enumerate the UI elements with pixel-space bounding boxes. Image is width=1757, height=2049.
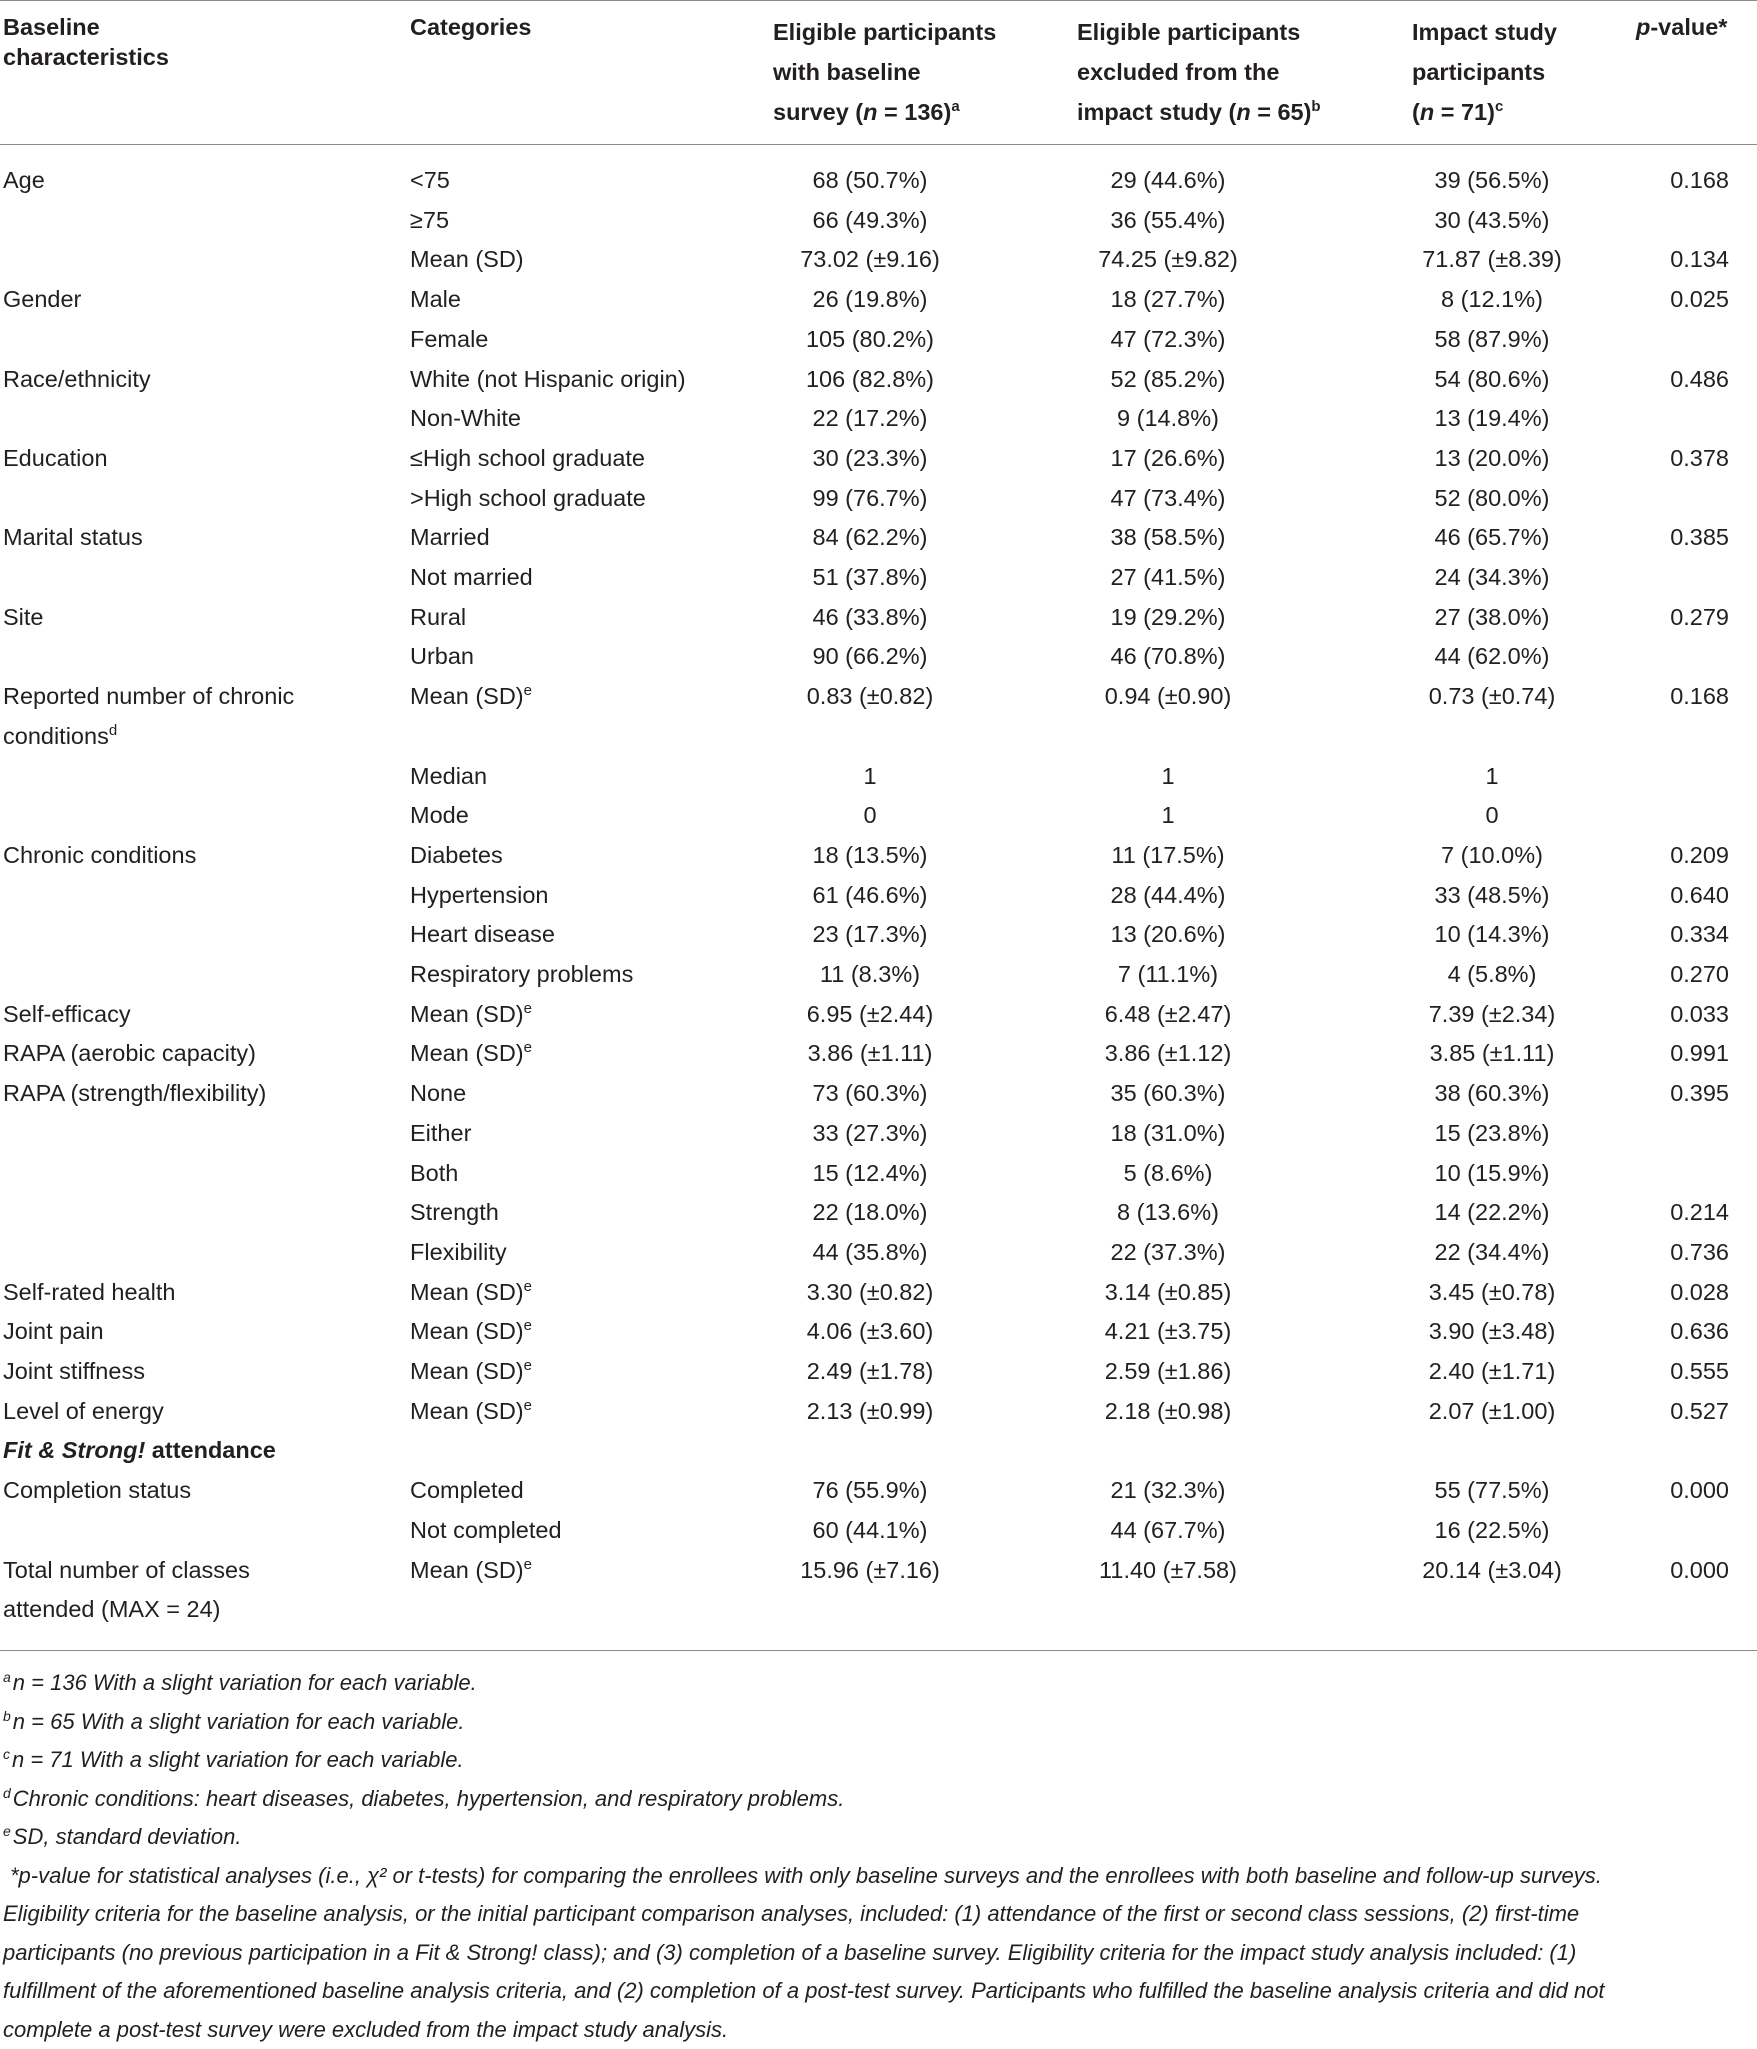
cell-baseline: 76 (55.9%): [812, 1477, 928, 1504]
header-impact-study: Impact study participants (n = 71)$^c$: [1412, 19, 1557, 125]
footnote-mark: e: [523, 999, 532, 1017]
cell-impact: 58 (87.9%): [1434, 325, 1550, 352]
header-p-value: p-value*: [1636, 14, 1728, 40]
row-label: conditions$^d$: [3, 721, 118, 749]
row-category: Mean (SD)$^e$: [410, 999, 532, 1027]
cell-impact: 15 (23.8%): [1434, 1119, 1550, 1146]
cell-impact: 2.40 (±1.71): [1428, 1358, 1556, 1384]
cell-excluded: 47 (73.4%): [1110, 484, 1226, 511]
cell-baseline: 66 (49.3%): [812, 206, 928, 233]
cell-baseline: 15 (12.4%): [812, 1159, 928, 1186]
cell-baseline: 90 (66.2%): [812, 643, 928, 670]
cell-excluded: 74.25 (±9.82): [1098, 246, 1238, 273]
row-label: Self-rated health: [3, 1278, 176, 1305]
table-row: [0, 1316, 1757, 1356]
table-row: [0, 284, 1757, 324]
table-row: [0, 324, 1757, 364]
row-category: Respiratory problems: [410, 961, 634, 987]
row-category: Male: [410, 286, 461, 313]
cell-impact: 71.87 (±8.39): [1422, 246, 1562, 273]
cell-p-value: 0.395: [1670, 1080, 1729, 1107]
cell-p-value: 0.028: [1670, 1278, 1729, 1305]
cell-p-value: 0.736: [1670, 1238, 1729, 1265]
footnote-mark: e: [523, 1357, 532, 1374]
cell-baseline: 105 (80.2%): [805, 325, 935, 352]
cell-impact: 7.39 (±2.34): [1428, 1000, 1556, 1027]
row-category: Female: [410, 325, 489, 352]
cell-baseline: 106 (82.8%): [805, 365, 935, 392]
row-category: None: [410, 1080, 467, 1107]
footnote: [3, 1780, 1757, 1820]
row-category: Diabetes: [410, 841, 503, 868]
footnote-mark: c: [3, 1746, 10, 1762]
table-row: [0, 443, 1757, 483]
cell-excluded: 5 (8.6%): [1123, 1159, 1213, 1186]
note-line: Eligibility criteria for the baseline analysis, or the initial participant comparison analyses, included: (1) attendance of the first or second class sessions, (2) first-time: [3, 1901, 1580, 1926]
cell-impact: 1: [1485, 762, 1499, 789]
row-label: RAPA (strength/flexibility): [3, 1080, 267, 1107]
cell-p-value: 0.168: [1670, 683, 1729, 710]
table-row: [0, 800, 1757, 840]
cell-excluded: 28 (44.4%): [1110, 881, 1226, 908]
cell-excluded: 2.59 (±1.86): [1104, 1358, 1232, 1384]
cell-p-value: 0.527: [1670, 1397, 1729, 1424]
row-category: Median: [410, 762, 488, 789]
row-label: Reported number of chronic: [3, 683, 295, 710]
cell-baseline: 33 (27.3%): [812, 1119, 928, 1146]
footnote-mark: e: [523, 1039, 532, 1057]
cell-baseline: 60 (44.1%): [812, 1516, 928, 1543]
table-row: [0, 1555, 1757, 1595]
table-row: [0, 1594, 1757, 1634]
note-line: *p-value for statistical analyses (i.e., χ² or t-tests) for comparing the enrollees with only baseline surveys and the enrollees with both baseline and follow-up surveys.: [10, 1862, 1602, 1888]
row-category: Mode: [410, 802, 469, 829]
table-row: [0, 919, 1757, 959]
cell-excluded: 3.14 (±0.85): [1104, 1278, 1232, 1305]
footnote: [3, 1703, 1757, 1743]
table-row: [0, 721, 1757, 761]
cell-impact: 38 (60.3%): [1434, 1080, 1550, 1107]
row-category: Heart disease: [410, 921, 555, 948]
cell-p-value: 0.168: [1670, 167, 1729, 193]
cell-impact: 55 (77.5%): [1434, 1477, 1550, 1504]
cell-baseline: 0: [863, 802, 877, 829]
cell-p-value: 0.640: [1670, 881, 1729, 908]
cell-excluded: 1: [1161, 762, 1175, 789]
cell-baseline: 22 (17.2%): [812, 405, 928, 432]
cell-impact: 44 (62.0%): [1434, 643, 1550, 670]
cell-baseline: 44 (35.8%): [812, 1238, 928, 1265]
table-row: [0, 364, 1757, 404]
cell-excluded: 11.40 (±7.58): [1099, 1556, 1237, 1583]
row-category: Strength: [410, 1199, 499, 1226]
cell-baseline: 3.30 (±0.82): [806, 1278, 934, 1305]
cell-baseline: 6.95 (±2.44): [806, 1000, 934, 1027]
table-bottom-rule: [0, 1650, 1757, 1651]
row-category: Rural: [410, 603, 467, 630]
row-category: Mean (SD)$^e$: [410, 1357, 532, 1384]
cell-baseline: 46 (33.8%): [812, 603, 928, 630]
cell-excluded: 6.48 (±2.47): [1104, 1000, 1232, 1027]
cell-impact: 16 (22.5%): [1434, 1516, 1550, 1543]
row-category: Mean (SD)$^e$: [410, 1396, 532, 1424]
row-category: Both: [410, 1159, 459, 1186]
cell-p-value: 0.209: [1670, 841, 1729, 868]
cell-baseline: 3.86 (±1.11): [807, 1040, 933, 1067]
cell-baseline: 11 (8.3%): [819, 961, 921, 987]
row-label: Education: [3, 444, 108, 471]
table-row: [0, 205, 1757, 245]
row-category: Mean (SD)$^e$: [410, 1555, 532, 1583]
cell-excluded: 21 (32.3%): [1110, 1477, 1226, 1504]
cell-impact: 7 (10.0%): [1441, 841, 1543, 868]
cell-excluded: 18 (27.7%): [1110, 286, 1226, 313]
cell-impact: 30 (43.5%): [1434, 206, 1550, 233]
footnote-mark: e: [3, 1823, 11, 1839]
header-eligible-baseline: Eligible participants with baseline survey (n = 136)$^a$: [773, 19, 997, 125]
cell-baseline: 61 (46.6%): [812, 881, 928, 908]
row-category: Not completed: [410, 1516, 562, 1543]
cell-excluded: 47 (72.3%): [1110, 325, 1226, 352]
row-category: Either: [410, 1119, 472, 1146]
header-bottom-rule: [0, 144, 1757, 145]
cell-excluded: 11 (17.5%): [1111, 841, 1225, 868]
footnote-mark: a: [3, 1669, 11, 1685]
header-eligible-excluded: Eligible participants excluded from the impact study (n = 65)$^b$: [1077, 19, 1321, 125]
cell-excluded: 4.21 (±3.75): [1104, 1318, 1232, 1345]
cell-p-value: 0.378: [1670, 444, 1729, 471]
table-row: [0, 1475, 1757, 1515]
cell-baseline: 84 (62.2%): [812, 524, 928, 551]
cell-excluded: 17 (26.6%): [1110, 444, 1226, 471]
cell-p-value: 0.385: [1670, 524, 1729, 551]
cell-baseline: 23 (17.3%): [812, 921, 928, 948]
row-category: Mean (SD)$^e$: [410, 682, 532, 710]
table-row: [0, 602, 1757, 642]
cell-baseline: 15.96 (±7.16): [800, 1556, 940, 1583]
cell-impact: 52 (80.0%): [1434, 484, 1550, 511]
cell-excluded: 44 (67.7%): [1110, 1516, 1226, 1543]
note-line: complete a post-test survey were excluded from the impact study analysis.: [3, 2016, 729, 2042]
note-line: fulfillment of the aforementioned baseline analysis criteria, and (2) completion of a post-test survey. Participants who fulfilled the baseline analysis criteria and did not: [3, 1978, 1605, 2003]
cell-impact: 2.07 (±1.00): [1428, 1397, 1556, 1424]
footnote-mark: d: [108, 721, 118, 739]
row-label: Total number of classes: [3, 1556, 250, 1583]
header-categories: Categories: [410, 14, 532, 40]
row-category: <75: [410, 167, 450, 193]
table-row: [0, 1396, 1757, 1436]
cell-baseline: 99 (76.7%): [812, 484, 928, 511]
row-label: Race/ethnicity: [3, 365, 151, 392]
row-label: RAPA (aerobic capacity): [3, 1040, 256, 1067]
section-heading-rest: attendance: [145, 1437, 276, 1464]
cell-p-value: 0.000: [1670, 1556, 1729, 1583]
cell-p-value: 0.555: [1670, 1358, 1729, 1384]
row-category: Mean (SD): [410, 246, 524, 273]
table-row: [0, 641, 1757, 681]
cell-baseline: 4.06 (±3.60): [806, 1318, 934, 1345]
footnote: [3, 1664, 1757, 1704]
cell-p-value: 0.636: [1670, 1318, 1729, 1345]
cell-baseline: 1: [863, 762, 877, 789]
section-heading: [3, 1435, 276, 1465]
row-label: Gender: [3, 286, 82, 313]
section-heading-emph: Fit & Strong!: [3, 1437, 146, 1464]
table-row: [0, 681, 1757, 721]
table-row: [0, 840, 1757, 880]
row-label: Completion status: [3, 1477, 192, 1504]
footnote: [3, 1818, 1757, 1858]
footnote: [3, 1741, 1757, 1781]
cell-baseline: 22 (18.0%): [812, 1199, 928, 1226]
cell-excluded: 0.94 (±0.90): [1104, 683, 1232, 710]
row-category: Not married: [410, 564, 533, 590]
cell-excluded: 13 (20.6%): [1110, 921, 1226, 948]
cell-baseline: 26 (19.8%): [812, 286, 928, 313]
row-category: Mean (SD)$^e$: [410, 1277, 532, 1305]
cell-excluded: 7 (11.1%): [1117, 961, 1219, 987]
cell-impact: 13 (19.4%): [1434, 405, 1550, 432]
table-row: [0, 1197, 1757, 1237]
row-category: Urban: [410, 643, 475, 670]
cell-excluded: 29 (44.6%): [1110, 167, 1226, 193]
footnote-mark: e: [523, 1277, 532, 1295]
cell-p-value: 0.134: [1670, 246, 1729, 273]
cell-impact: 46 (65.7%): [1434, 524, 1550, 551]
row-label: Chronic conditions: [3, 841, 197, 868]
header-baseline-characteristics: Baseline characteristics: [3, 14, 169, 70]
table-row: [0, 1078, 1757, 1118]
row-label: attended (MAX = 24): [3, 1596, 221, 1623]
cell-excluded: 2.18 (±0.98): [1104, 1397, 1232, 1424]
table-row: [0, 1158, 1757, 1198]
table-row: [0, 165, 1757, 205]
cell-impact: 13 (20.0%): [1434, 444, 1550, 471]
table-row: [0, 1515, 1757, 1555]
cell-baseline: 18 (13.5%): [812, 841, 928, 868]
table-row: [0, 244, 1757, 284]
note-line: participants (no previous participation in a Fit & Strong! class); and (3) completion of a baseline survey. Eligibility criteria for the impact study analysis included: (1): [3, 1939, 1577, 1965]
cell-p-value: 0.991: [1670, 1040, 1729, 1067]
cell-excluded: 19 (29.2%): [1110, 603, 1226, 630]
table-row: [0, 483, 1757, 523]
footnote-mark: b: [3, 1707, 11, 1724]
table-row: [0, 1237, 1757, 1277]
cell-impact: 20.14 (±3.04): [1422, 1556, 1562, 1583]
footnote-text: n = 71 With a slight variation for each variable.: [12, 1747, 464, 1772]
row-category: Non-White: [410, 405, 522, 432]
table-row: [0, 959, 1757, 999]
row-category: >High school graduate: [410, 484, 646, 511]
cell-baseline: 73.02 (±9.16): [800, 246, 940, 273]
cell-impact: 3.45 (±0.78): [1428, 1278, 1556, 1305]
cell-impact: 10 (15.9%): [1434, 1159, 1550, 1186]
cell-impact: 24 (34.3%): [1434, 564, 1550, 590]
cell-p-value: 0.270: [1670, 961, 1729, 987]
cell-impact: 10 (14.3%): [1434, 921, 1550, 948]
table-row: [0, 522, 1757, 562]
cell-p-value: 0.214: [1670, 1199, 1729, 1226]
row-category: ≤High school graduate: [410, 444, 645, 471]
cell-excluded: 22 (37.3%): [1110, 1238, 1226, 1265]
row-label: Site: [3, 603, 44, 630]
cell-baseline: 68 (50.7%): [812, 167, 928, 193]
row-label: Level of energy: [3, 1397, 164, 1424]
cell-baseline: 0.83 (±0.82): [806, 683, 934, 710]
table-row: [0, 1435, 1757, 1475]
cell-impact: 4 (5.8%): [1447, 961, 1537, 987]
cell-impact: 8 (12.1%): [1441, 286, 1543, 313]
cell-excluded: 52 (85.2%): [1110, 365, 1226, 392]
cell-baseline: 73 (60.3%): [812, 1080, 928, 1107]
cell-baseline: 2.49 (±1.78): [806, 1358, 934, 1384]
table-row: [0, 1038, 1757, 1078]
cell-excluded: 36 (55.4%): [1110, 206, 1226, 233]
cell-p-value: 0.486: [1670, 365, 1729, 392]
row-category: ≥75: [410, 206, 450, 233]
row-label: Self-efficacy: [3, 1000, 131, 1027]
cell-excluded: 38 (58.5%): [1110, 524, 1226, 551]
cell-impact: 3.85 (±1.11): [1429, 1040, 1555, 1067]
cell-excluded: 46 (70.8%): [1110, 643, 1226, 670]
row-label: Marital status: [3, 524, 143, 551]
cell-excluded: 3.86 (±1.12): [1104, 1040, 1232, 1067]
footnote-mark: e: [523, 682, 532, 700]
table-row: [0, 1277, 1757, 1317]
cell-excluded: 8 (13.6%): [1117, 1199, 1219, 1226]
row-category: White (not Hispanic origin): [410, 365, 686, 392]
cell-p-value: 0.025: [1670, 286, 1729, 313]
footnote-text: n = 136 With a slight variation for each variable.: [12, 1670, 477, 1695]
row-category: Hypertension: [410, 881, 549, 908]
cell-impact: 54 (80.6%): [1434, 365, 1550, 392]
cell-p-value: 0.279: [1670, 603, 1729, 630]
cell-excluded: 9 (14.8%): [1117, 405, 1219, 432]
cell-baseline: 2.13 (±0.99): [806, 1397, 934, 1424]
cell-p-value: 0.000: [1670, 1477, 1729, 1504]
table-row: [0, 403, 1757, 443]
footnote-mark: e: [523, 1555, 532, 1573]
cell-impact: 0.73 (±0.74): [1428, 683, 1556, 710]
cell-impact: 14 (22.2%): [1434, 1199, 1550, 1226]
cell-impact: 0: [1485, 802, 1499, 829]
cell-impact: 22 (34.4%): [1434, 1238, 1550, 1265]
cell-excluded: 1: [1161, 802, 1175, 829]
footnote-mark: e: [523, 1317, 532, 1335]
row-category: Mean (SD)$^e$: [410, 1039, 532, 1067]
row-category: Mean (SD)$^e$: [410, 1317, 532, 1345]
row-label: Joint pain: [3, 1318, 104, 1345]
footnote-text: n = 65 With a slight variation for each variable.: [12, 1708, 465, 1734]
cell-excluded: 18 (31.0%): [1110, 1119, 1226, 1146]
cell-p-value: 0.033: [1670, 1000, 1729, 1027]
table-row: [0, 1356, 1757, 1396]
footnote-text: Chronic conditions: heart diseases, diabetes, hypertension, and respiratory problems.: [12, 1785, 845, 1811]
cell-baseline: 30 (23.3%): [812, 444, 928, 471]
cell-impact: 39 (56.5%): [1434, 167, 1550, 193]
table-row: [0, 761, 1757, 801]
cell-excluded: 27 (41.5%): [1110, 564, 1226, 590]
row-category: Flexibility: [410, 1238, 507, 1265]
row-category: Completed: [410, 1477, 524, 1504]
cell-impact: 27 (38.0%): [1434, 603, 1550, 630]
footnote-mark: d: [3, 1784, 11, 1801]
row-label: Joint stiffness: [3, 1358, 145, 1384]
cell-excluded: 35 (60.3%): [1110, 1080, 1226, 1107]
table-row: [0, 999, 1757, 1039]
table-row: [0, 562, 1757, 602]
cell-p-value: 0.334: [1670, 921, 1729, 948]
row-category: Married: [410, 524, 490, 551]
table-row: [0, 1118, 1757, 1158]
footnote-mark: e: [523, 1396, 532, 1414]
cell-impact: 3.90 (±3.48): [1428, 1318, 1556, 1345]
table-row: [0, 880, 1757, 920]
cell-baseline: 51 (37.8%): [812, 564, 928, 590]
footnote-text: SD, standard deviation.: [12, 1824, 242, 1849]
cell-impact: 33 (48.5%): [1434, 881, 1550, 908]
row-label: Age: [3, 167, 45, 193]
table-top-rule: [0, 0, 1757, 1]
